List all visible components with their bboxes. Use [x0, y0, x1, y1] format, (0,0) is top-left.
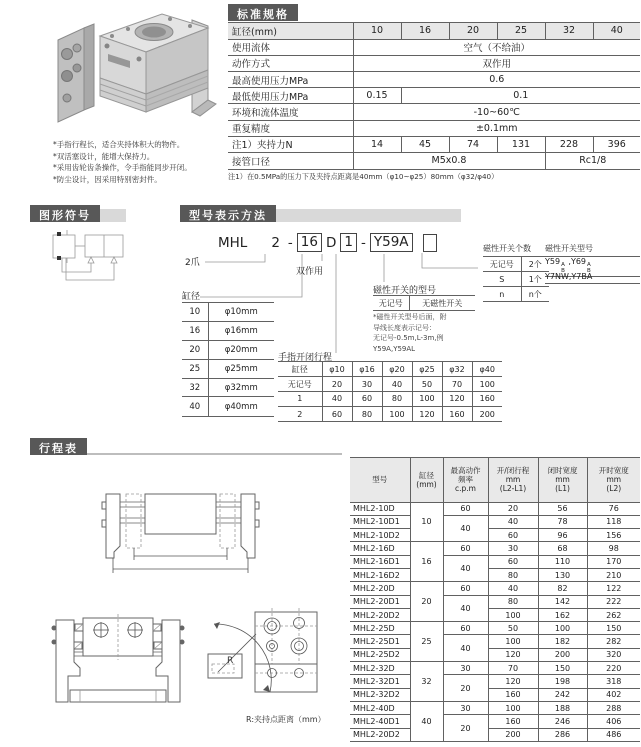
freq-cell: 30: [443, 662, 488, 675]
table-cell: 200: [538, 648, 587, 661]
table-cell: φ40: [472, 362, 502, 377]
table-cell: 120: [488, 675, 538, 688]
table-row: [182, 397, 274, 416]
table-cell: 150: [538, 662, 587, 675]
table-cell: 228: [545, 136, 593, 152]
table-cell: 162: [538, 608, 587, 621]
table-row: [483, 257, 549, 272]
switch-note-line: 导线长度表示记号：: [373, 323, 436, 332]
table-cell: 2: [278, 406, 322, 421]
table-cell: 120: [488, 648, 538, 661]
model-cell: MHL2-32D2: [350, 688, 410, 701]
table-cell: 开/闭行程 mm (L2-L1): [488, 458, 538, 502]
table-cell: 222: [587, 595, 640, 608]
label-bore: 缸径: [182, 292, 201, 302]
feature-note: *防尘设计，因采用特别密封件。: [53, 174, 162, 184]
freq-cell: 40: [443, 515, 488, 542]
model-cell: MHL2-10D: [350, 502, 410, 515]
r-dimension-label: R: [227, 656, 234, 666]
table-row: [350, 555, 640, 568]
freq-cell: 40: [443, 635, 488, 662]
section-header-spec: [228, 4, 298, 21]
table-cell: 406: [587, 715, 640, 728]
table-row: [350, 568, 640, 581]
code-switch-qty-box: [423, 234, 437, 252]
table-cell: S: [483, 272, 521, 287]
table-row: [350, 701, 640, 714]
table-row: [483, 272, 549, 287]
table-cell: 118: [587, 515, 640, 528]
table-cell: 242: [538, 688, 587, 701]
table-cell: 20: [182, 341, 208, 360]
freq-cell: 60: [443, 582, 488, 595]
table-cell: 14: [353, 136, 401, 152]
freq-cell: 30: [443, 701, 488, 714]
table-row: [483, 287, 549, 302]
model-cell: MHL2-40D1: [350, 715, 410, 728]
table-cell: 10: [182, 303, 208, 322]
code-bore: 16: [297, 233, 322, 252]
model-cell: MHL2-10D1: [350, 515, 410, 528]
table-row: [182, 359, 274, 378]
table-cell: 402: [587, 688, 640, 701]
table-cell: φ25: [412, 362, 442, 377]
table-row: [350, 529, 640, 542]
table-cell: 68: [538, 542, 587, 555]
model-cell: MHL2-25D2: [350, 648, 410, 661]
feature-notes: [53, 139, 192, 185]
table-cell: 注1）夹持力N: [228, 136, 353, 152]
table-cell: 70: [442, 377, 472, 392]
table-cell: -10~60℃: [353, 104, 640, 120]
table-cell: 环境和流体温度: [228, 104, 353, 120]
table-cell: 200: [488, 728, 538, 741]
table-cell: 2个: [521, 257, 549, 272]
table-cell: 131: [497, 136, 545, 152]
table-cell: 318: [587, 675, 640, 688]
label-claws: 2爪: [185, 258, 200, 268]
table-row: [350, 542, 640, 555]
bore-cell: 25: [410, 622, 443, 662]
table-cell: 0.15: [353, 88, 401, 104]
table-cell: 320: [587, 648, 640, 661]
model-cell: MHL2-16D: [350, 542, 410, 555]
switch-note-line: 无记号-0.5m,L-3m,例: [373, 334, 444, 342]
table-cell: 198: [538, 675, 587, 688]
table-row: [350, 728, 640, 741]
table-row: [228, 72, 640, 88]
section-header-symbol: [30, 205, 126, 222]
table-cell: 32: [545, 23, 593, 39]
table-cell: 0.1: [401, 88, 640, 104]
table-cell: 接管口径: [228, 153, 353, 169]
table-row: [350, 502, 640, 515]
model-cell: MHL2-20D2: [350, 728, 410, 741]
table-row: [350, 515, 640, 528]
label-switch-list: 磁性开关型号: [545, 243, 640, 257]
table-cell: 1个: [521, 272, 549, 287]
table-cell: 25: [182, 359, 208, 378]
table-cell: 188: [538, 701, 587, 714]
freq-cell: 60: [443, 542, 488, 555]
table-cell: 缸径(mm): [228, 23, 353, 39]
switch-list-line2: Y7NW,Y7BA: [545, 272, 640, 284]
table-row: [228, 88, 640, 104]
feature-note: *采用齿轮齿条操作，令手指能同步开闭。: [53, 163, 192, 172]
table-row: [350, 662, 640, 675]
table-cell: 20: [449, 23, 497, 39]
table-row: [350, 582, 640, 595]
table-row: [182, 378, 274, 397]
section-title-model: 型号表示方法: [180, 205, 276, 222]
stroke-main-table: [350, 457, 640, 742]
switch-qty-table: [483, 256, 549, 302]
table-cell: 142: [538, 595, 587, 608]
bore-cell: 20: [410, 582, 443, 622]
table-cell: 100: [472, 377, 502, 392]
model-cell: MHL2-20D: [350, 582, 410, 595]
table-cell: 动作方式: [228, 55, 353, 71]
header-tail: [100, 209, 126, 222]
table-row: [228, 104, 640, 120]
table-cell: 78: [538, 515, 587, 528]
table-cell: φ10: [322, 362, 352, 377]
table-cell: 40: [593, 23, 640, 39]
table-row: [182, 322, 274, 341]
table-cell: 无记号: [483, 257, 521, 272]
label-finger-stroke: 手指开闭行程: [278, 353, 333, 363]
model-cell: MHL2-40D: [350, 701, 410, 714]
table-cell: 30: [488, 542, 538, 555]
freq-cell: 60: [443, 622, 488, 635]
table-row: [278, 362, 502, 377]
table-cell: φ25mm: [208, 359, 274, 378]
table-cell: 220: [587, 662, 640, 675]
table-cell: 缸径: [278, 362, 322, 377]
section-header-stroke: [30, 438, 342, 455]
table-cell: 20: [488, 502, 538, 515]
finger-stroke-table: [278, 361, 502, 422]
table-cell: n: [483, 287, 521, 302]
table-cell: 60: [352, 392, 382, 407]
table-cell: 无记号: [373, 296, 409, 310]
table-row: [350, 688, 640, 701]
table-cell: 20: [322, 377, 352, 392]
table-cell: 30: [352, 377, 382, 392]
feature-note: *手指行程长，适合夹持体积大的物件。: [53, 140, 185, 149]
table-row: [350, 622, 640, 635]
table-cell: 60: [488, 529, 538, 542]
table-cell: 150: [587, 622, 640, 635]
grip-point-drawing: [200, 608, 335, 710]
stroke-dimension-drawing: [98, 468, 263, 580]
table-cell: 100: [488, 608, 538, 621]
stacked-suffix: A B: [561, 262, 565, 274]
table-cell: M5x0.8: [353, 153, 545, 169]
table-row: [228, 55, 640, 71]
table-cell: 156: [587, 529, 640, 542]
table-cell: 40: [488, 582, 538, 595]
table-row: [278, 377, 502, 392]
table-cell: 182: [538, 635, 587, 648]
table-cell: 100: [412, 392, 442, 407]
spec-note: 注1）在0.5MPa的压力下及夹持点距离是40mm（φ10~φ25）80mm（φ32/φ40）: [228, 172, 499, 181]
product-photo-image: [50, 2, 220, 134]
bore-cell: 16: [410, 542, 443, 582]
table-cell: 80: [488, 595, 538, 608]
table-row: [350, 635, 640, 648]
table-cell: φ32: [442, 362, 472, 377]
table-cell: φ20: [382, 362, 412, 377]
freq-cell: 20: [443, 675, 488, 702]
table-row: [228, 39, 640, 55]
table-cell: 100: [488, 701, 538, 714]
table-cell: 98: [587, 542, 640, 555]
spec-table: [228, 22, 640, 170]
table-cell: ±0.1mm: [353, 120, 640, 136]
table-cell: 50: [488, 622, 538, 635]
table-cell: 210: [587, 568, 640, 581]
table-cell: 闭时宽度 mm (L1): [538, 458, 587, 502]
table-cell: 空气（不给油）: [353, 39, 640, 55]
label-switch-qty: 磁性开关个数: [483, 243, 549, 257]
front-view-drawing: [48, 610, 188, 722]
table-row: [278, 406, 502, 421]
table-row: [278, 392, 502, 407]
table-cell: 40: [488, 515, 538, 528]
switch-note-line: *磁性开关型号后面，附: [373, 313, 447, 321]
table-cell: 160: [488, 688, 538, 701]
table-cell: 80: [382, 392, 412, 407]
table-cell: Rc1/8: [545, 153, 640, 169]
model-cell: MHL2-25D: [350, 622, 410, 635]
table-cell: 56: [538, 502, 587, 515]
table-cell: 10: [353, 23, 401, 39]
table-cell: 最高使用压力MPa: [228, 72, 353, 88]
freq-cell: 40: [443, 555, 488, 582]
switch-notes: [373, 312, 447, 354]
table-row: [228, 136, 640, 152]
table-cell: 262: [587, 608, 640, 621]
section-title-symbol: 图形符号: [30, 205, 100, 222]
table-row: [228, 120, 640, 136]
table-cell: 25: [497, 23, 545, 39]
table-cell: 120: [442, 392, 472, 407]
table-cell: 45: [401, 136, 449, 152]
table-cell: 396: [593, 136, 640, 152]
label-switch-model: 磁性开关的型号: [373, 286, 437, 296]
table-cell: 60: [488, 555, 538, 568]
table-cell: 开时宽度 mm (L2): [587, 458, 640, 502]
table-row: [350, 458, 640, 502]
table-cell: φ16mm: [208, 322, 274, 341]
table-cell: 16: [401, 23, 449, 39]
model-cell: MHL2-20D2: [350, 608, 410, 621]
table-cell: φ32mm: [208, 378, 274, 397]
table-cell: 40: [322, 392, 352, 407]
table-cell: 100: [382, 406, 412, 421]
table-cell: 40: [382, 377, 412, 392]
code-switch: Y59A: [370, 233, 413, 252]
table-row: [350, 648, 640, 661]
model-cell: MHL2-20D1: [350, 595, 410, 608]
table-cell: 70: [488, 662, 538, 675]
code-action: D: [325, 234, 337, 251]
bore-cell: 40: [410, 701, 443, 741]
model-code: [218, 233, 437, 252]
pneumatic-symbol-drawing: [38, 230, 148, 292]
table-cell: 50: [412, 377, 442, 392]
table-cell: 40: [182, 397, 208, 416]
switch-list-line1: Y59 A B ,Y69 A B: [545, 257, 640, 277]
table-row: [228, 23, 640, 39]
bore-cell: 32: [410, 662, 443, 702]
switch-model-table: [373, 295, 475, 311]
table-cell: 130: [538, 568, 587, 581]
table-cell: 200: [472, 406, 502, 421]
freq-cell: 60: [443, 502, 488, 515]
table-cell: 80: [488, 568, 538, 581]
table-cell: φ16: [352, 362, 382, 377]
code-dash1: -: [287, 234, 293, 251]
table-row: [350, 715, 640, 728]
table-cell: 160: [442, 406, 472, 421]
table-cell: 1: [278, 392, 322, 407]
section-title-spec: 标准规格: [228, 4, 298, 21]
section-title-stroke: 行程表: [30, 438, 87, 455]
table-cell: 100: [488, 635, 538, 648]
table-cell: 282: [587, 635, 640, 648]
table-cell: 60: [322, 406, 352, 421]
model-cell: MHL2-32D1: [350, 675, 410, 688]
model-cell: MHL2-16D2: [350, 568, 410, 581]
stacked-suffix: A B: [587, 262, 591, 274]
header-tail: [87, 453, 342, 455]
label-action: 双作用: [296, 267, 324, 277]
table-cell: 110: [538, 555, 587, 568]
table-cell: 100: [538, 622, 587, 635]
table-cell: 120: [412, 406, 442, 421]
bore-cell: 10: [410, 502, 443, 542]
table-cell: φ40mm: [208, 397, 274, 416]
model-cell: MHL2-10D2: [350, 529, 410, 542]
table-cell: 160: [488, 715, 538, 728]
freq-cell: 40: [443, 595, 488, 622]
table-cell: 缸径 (mm): [410, 458, 443, 502]
table-cell: 80: [352, 406, 382, 421]
table-cell: 32: [182, 378, 208, 397]
table-row: [350, 608, 640, 621]
table-row: [182, 303, 274, 322]
table-row: [350, 595, 640, 608]
table-cell: 76: [587, 502, 640, 515]
grip-point-caption: R:夹持点距离（mm）: [246, 715, 326, 724]
table-cell: 型号: [350, 458, 410, 502]
feature-note: *双活塞设计，能增大保持力。: [53, 151, 155, 161]
table-cell: 286: [538, 728, 587, 741]
freq-cell: 20: [443, 715, 488, 742]
table-row: [350, 675, 640, 688]
table-cell: 无记号: [278, 377, 322, 392]
switch-note-line: Y59A,Y59AL: [373, 344, 416, 353]
table-cell: 170: [587, 555, 640, 568]
table-row: [182, 341, 274, 360]
table-cell: 使用流体: [228, 39, 353, 55]
table-cell: 最高动作 频率 c.p.m: [443, 458, 488, 502]
code-prefix: MHL: [218, 234, 248, 251]
table-cell: 重复精度: [228, 120, 353, 136]
table-cell: 74: [449, 136, 497, 152]
table-cell: 122: [587, 582, 640, 595]
table-cell: 160: [472, 392, 502, 407]
code-dash2: -: [360, 234, 366, 251]
table-cell: n个: [521, 287, 549, 302]
table-cell: 82: [538, 582, 587, 595]
table-cell: 486: [587, 728, 640, 741]
table-cell: 246: [538, 715, 587, 728]
model-cell: MHL2-25D1: [350, 635, 410, 648]
table-cell: 288: [587, 701, 640, 714]
table-cell: φ20mm: [208, 341, 274, 360]
code-stroke: 1: [340, 233, 357, 252]
table-cell: 0.6: [353, 72, 640, 88]
table-cell: 双作用: [353, 55, 640, 71]
table-cell: φ10mm: [208, 303, 274, 322]
table-row: [373, 296, 475, 310]
table-cell: 最低使用压力MPa: [228, 88, 353, 104]
table-cell: 无磁性开关: [409, 296, 475, 310]
table-cell: 96: [538, 529, 587, 542]
table-cell: 16: [182, 322, 208, 341]
bore-table: [182, 302, 274, 417]
model-cell: MHL2-16D1: [350, 555, 410, 568]
model-cell: MHL2-32D: [350, 662, 410, 675]
table-row: [228, 153, 640, 169]
code-claws: 2: [271, 234, 280, 251]
